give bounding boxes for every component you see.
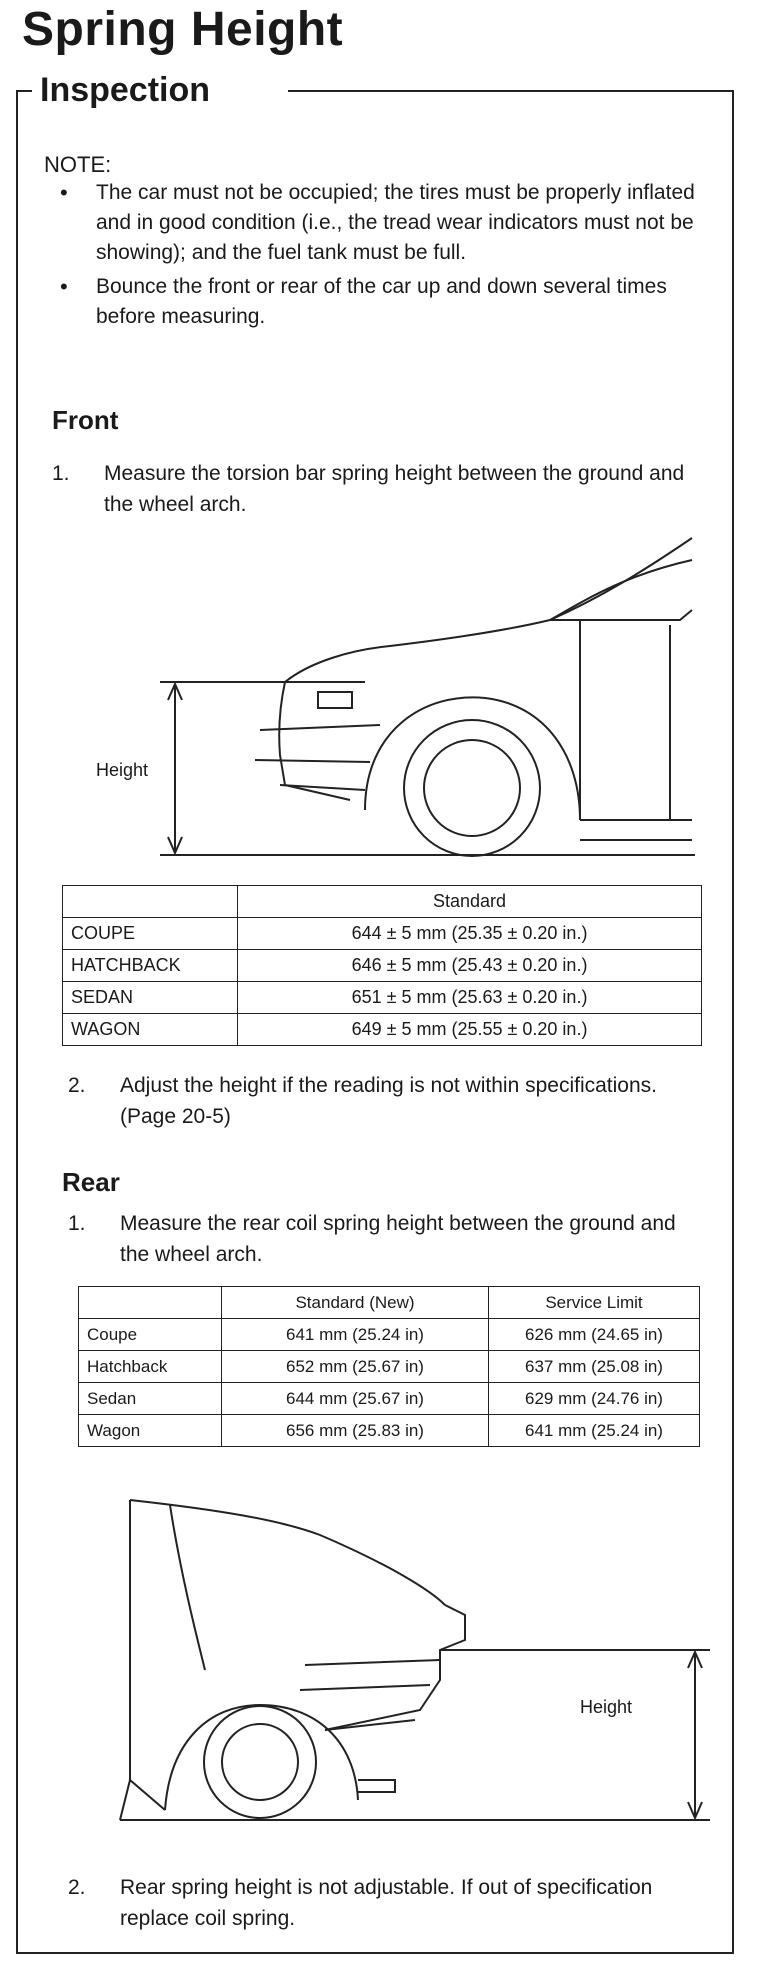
table-cell-model: Hatchback [79, 1351, 222, 1383]
table-row [79, 1351, 700, 1383]
note-item: • The car must not be occupied; the tires must be properly inflated and in good condition (i.e., the tread wear indicators must not be showing); and the fuel tank must be full. [60, 178, 696, 268]
table-cell-limit: 626 mm (24.65 in) [489, 1319, 700, 1351]
table-header-standard: Standard [238, 886, 702, 918]
front-car-rocker [580, 820, 692, 840]
front-wheel-rim [424, 740, 520, 836]
table-header-standard: Standard (New) [222, 1287, 489, 1319]
front-height-label: Height [96, 760, 149, 780]
rear-tire [204, 1706, 316, 1818]
front-step-2-text: Adjust the height if the reading is not within specifications. (Page 20-5) [120, 1074, 657, 1128]
front-car-bumper [255, 725, 380, 790]
table-cell-model: COUPE [63, 918, 238, 950]
note-list [60, 178, 696, 336]
front-step-2 [68, 1070, 708, 1132]
table-header-row [79, 1287, 700, 1319]
frame-top-line-left [16, 90, 32, 92]
table-cell-model: HATCHBACK [63, 950, 238, 982]
table-cell-model: SEDAN [63, 982, 238, 1014]
rear-car-rear-window [170, 1505, 205, 1670]
section-title: Inspection [40, 71, 211, 109]
front-step-1-text: Measure the torsion bar spring height between the ground and the wheel arch. [104, 462, 685, 516]
table-row [63, 982, 702, 1014]
rear-car-roof [130, 1500, 445, 1605]
table-cell-limit: 641 mm (25.24 in) [489, 1415, 700, 1447]
rear-height-figure [110, 1480, 730, 1850]
table-header-row [63, 886, 702, 918]
front-height-figure [80, 520, 720, 870]
table-row [63, 1014, 702, 1046]
front-wheel-arch [365, 697, 580, 820]
rear-step-1 [68, 1208, 708, 1270]
table-row [63, 918, 702, 950]
table-cell-model: Wagon [79, 1415, 222, 1447]
front-car-hood [285, 538, 692, 682]
table-row [79, 1415, 700, 1447]
table-header-blank [79, 1287, 222, 1319]
table-cell-model: Coupe [79, 1319, 222, 1351]
table-cell-standard: 656 mm (25.83 in) [222, 1415, 489, 1447]
rear-car-tail [325, 1605, 465, 1730]
rear-step-1-text: Measure the rear coil spring height between the ground and the wheel arch. [120, 1212, 676, 1266]
front-car-fender [279, 682, 350, 800]
table-header-blank [63, 886, 238, 918]
table-cell-value: 646 ± 5 mm (25.43 ± 0.20 in.) [238, 950, 702, 982]
front-step-2-number: 2. [68, 1074, 86, 1097]
rear-wheel-rim [222, 1724, 298, 1800]
table-cell-limit: 629 mm (24.76 in) [489, 1383, 700, 1415]
front-spec-table [62, 885, 702, 1046]
table-cell-standard: 641 mm (25.24 in) [222, 1319, 489, 1351]
table-header-limit: Service Limit [489, 1287, 700, 1319]
rear-wheel-arch [165, 1705, 358, 1810]
front-car-door [580, 620, 670, 820]
rear-heading: Rear [62, 1167, 120, 1197]
rear-exhaust [358, 1780, 395, 1792]
note-label: NOTE: [44, 152, 112, 177]
rear-step-2-number: 2. [68, 1876, 86, 1899]
frame-top-line-right [288, 90, 732, 92]
table-cell-model: Sedan [79, 1383, 222, 1415]
rear-car-bumper [300, 1660, 440, 1730]
rear-step-1-number: 1. [68, 1212, 86, 1235]
table-row [63, 950, 702, 982]
rear-step-2 [68, 1872, 708, 1934]
table-cell-value: 644 ± 5 mm (25.35 ± 0.20 in.) [238, 918, 702, 950]
table-cell-standard: 652 mm (25.67 in) [222, 1351, 489, 1383]
front-car-pillar [550, 610, 692, 620]
front-step-1 [52, 458, 700, 520]
table-cell-limit: 637 mm (25.08 in) [489, 1351, 700, 1383]
page-title: Spring Height [22, 3, 344, 56]
table-cell-model: WAGON [63, 1014, 238, 1046]
rear-height-label: Height [580, 1697, 633, 1717]
rear-spec-table [78, 1286, 700, 1447]
table-cell-value: 649 ± 5 mm (25.55 ± 0.20 in.) [238, 1014, 702, 1046]
front-step-1-number: 1. [52, 462, 70, 485]
table-cell-value: 651 ± 5 mm (25.63 ± 0.20 in.) [238, 982, 702, 1014]
table-row [79, 1383, 700, 1415]
note-item: • Bounce the front or rear of the car up and down several times before measuring. [60, 272, 696, 332]
rear-step-2-text: Rear spring height is not adjustable. If out of specification replace coil spring. [120, 1876, 653, 1930]
table-cell-standard: 644 mm (25.67 in) [222, 1383, 489, 1415]
rear-car-body-side [120, 1500, 165, 1820]
table-row [79, 1319, 700, 1351]
front-heading: Front [52, 405, 119, 435]
front-car-headlight [318, 692, 352, 708]
